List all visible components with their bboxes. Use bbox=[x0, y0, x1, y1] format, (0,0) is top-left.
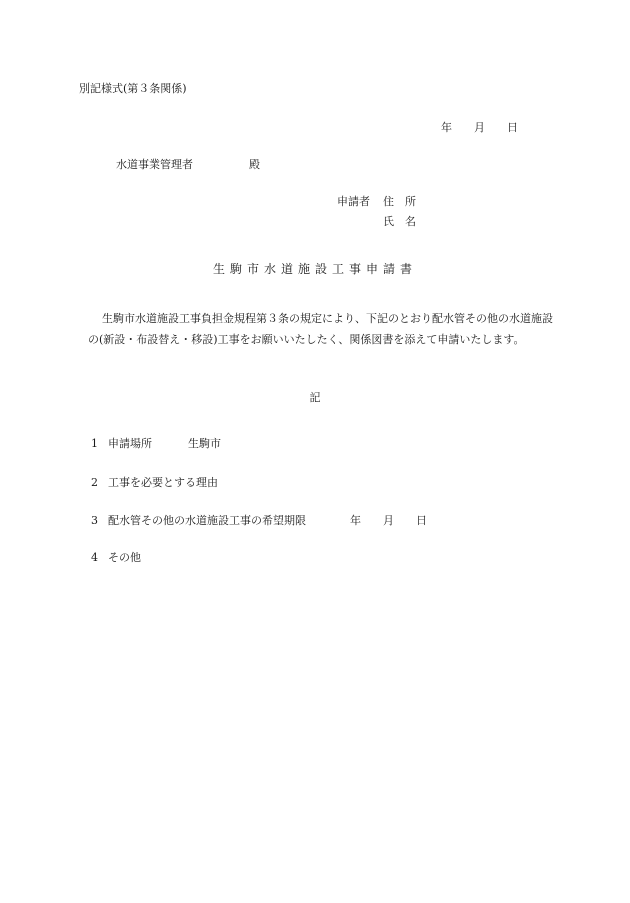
deadline-date bbox=[350, 514, 427, 527]
item-value: 生駒市 bbox=[188, 437, 221, 450]
deadline-month: 月 bbox=[383, 514, 394, 527]
date-day: 日 bbox=[507, 121, 518, 134]
address-label: 住 所 bbox=[383, 195, 416, 208]
item-number: 3 bbox=[91, 514, 98, 527]
applicant-label: 申請者 bbox=[337, 195, 370, 208]
item-label: 申請場所 bbox=[108, 437, 152, 450]
list-item-desired-deadline bbox=[91, 512, 427, 528]
item-label: 配水管その他の水道施設工事の希望期限 bbox=[108, 514, 306, 527]
item-label: その他 bbox=[108, 551, 141, 564]
item-number: 2 bbox=[91, 476, 98, 489]
addressee-honorific: 殿 bbox=[249, 158, 260, 171]
list-item-other bbox=[91, 549, 141, 565]
body-paragraph: 生駒市水道施設工事負担金規程第３条の規定により、下記のとおり配水管その他の水道施設の(新設・布設替え・移設)工事をお願いいたしたく、関係図書を添えて申請いたします。 bbox=[88, 312, 553, 346]
date-year: 年 bbox=[441, 121, 452, 134]
date-line bbox=[441, 119, 518, 135]
name-label: 氏 名 bbox=[383, 215, 416, 228]
deadline-year: 年 bbox=[350, 514, 361, 527]
list-item-reason bbox=[91, 474, 218, 490]
deadline-day: 日 bbox=[416, 514, 427, 527]
ki-heading: 記 bbox=[309, 391, 321, 404]
item-number: 1 bbox=[91, 437, 98, 450]
addressee-name: 水道事業管理者 bbox=[116, 158, 193, 171]
list-item-application-site bbox=[91, 435, 221, 451]
document-title: 生駒市水道施設工事申請書 bbox=[212, 262, 417, 276]
item-number: 4 bbox=[91, 551, 98, 564]
date-month: 月 bbox=[474, 121, 485, 134]
item-label: 工事を必要とする理由 bbox=[108, 476, 218, 489]
form-reference: 別記様式(第３条関係) bbox=[79, 82, 187, 95]
addressee bbox=[116, 156, 260, 172]
